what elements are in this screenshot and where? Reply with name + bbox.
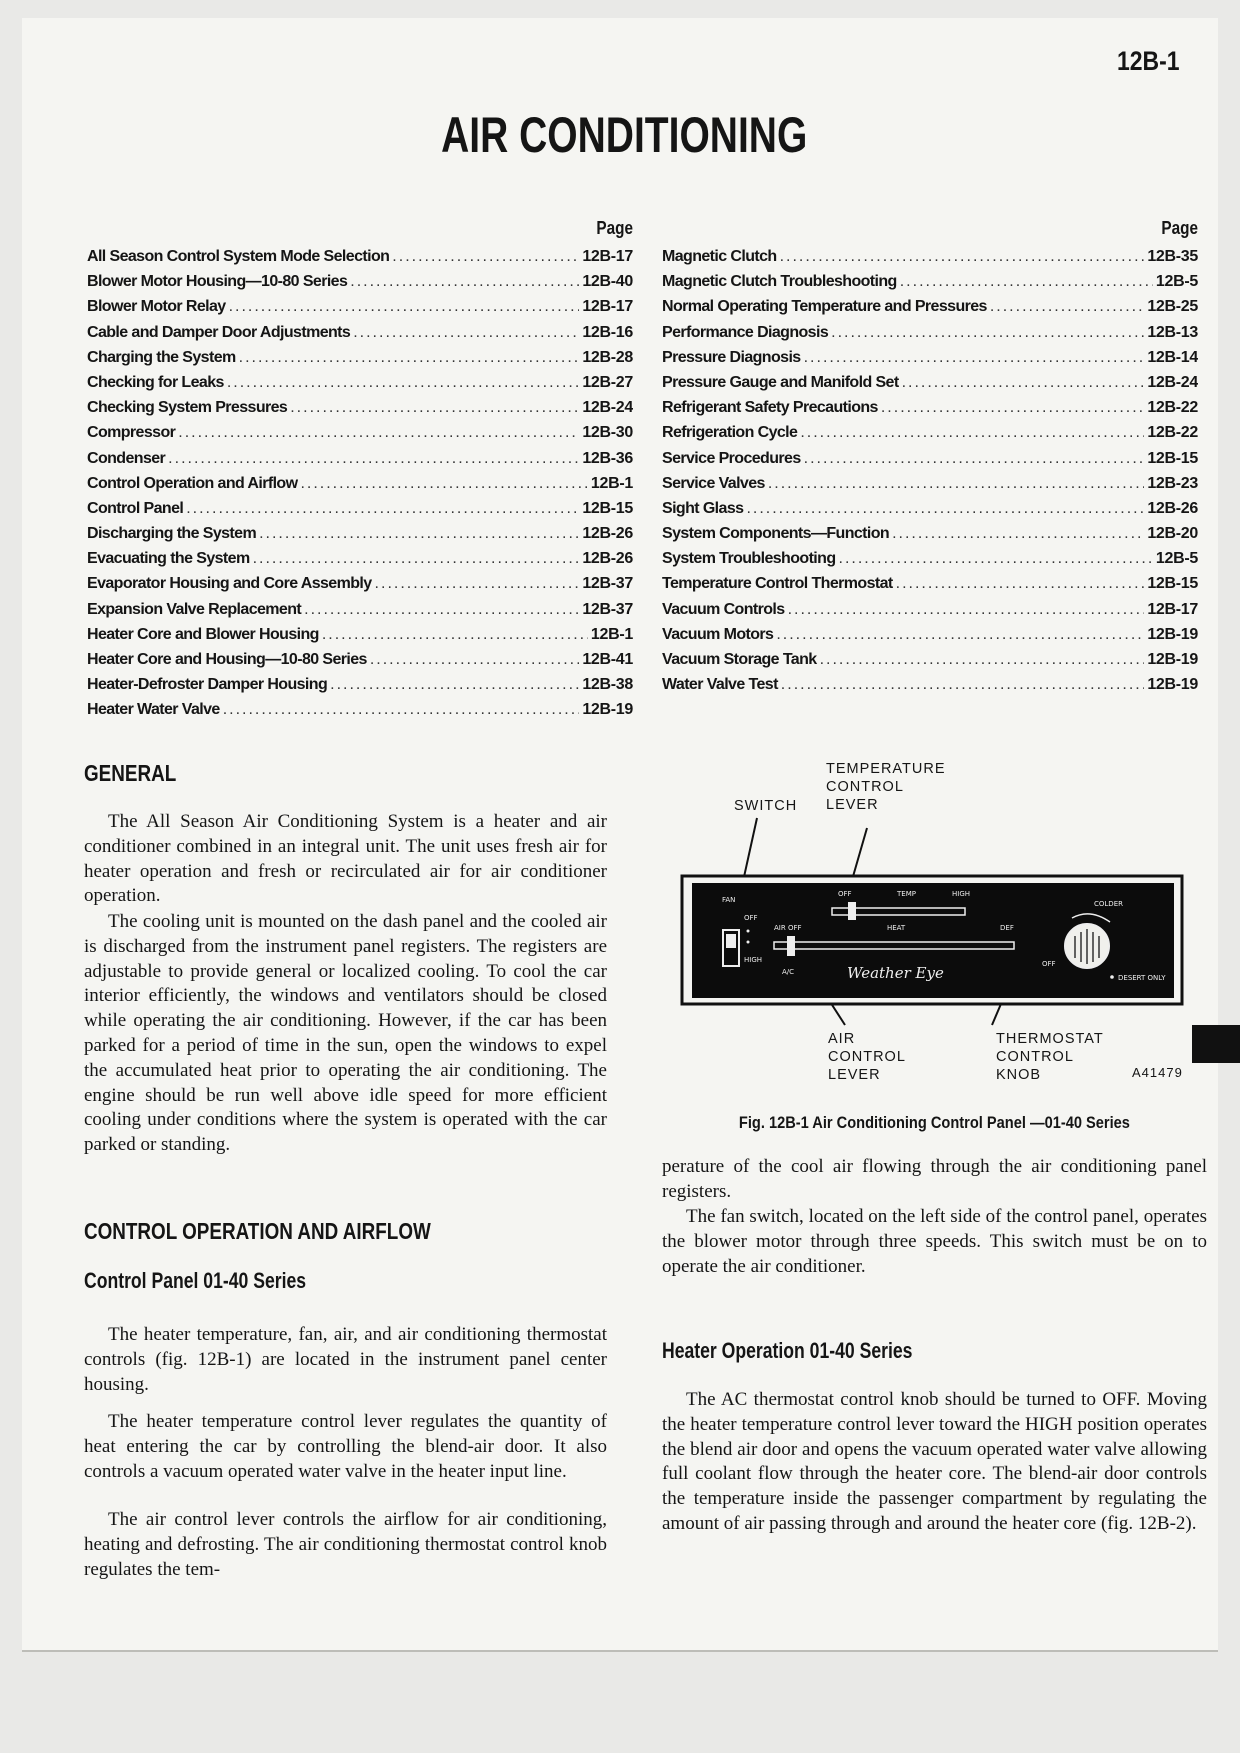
toc-entry-page: 12B-16: [582, 323, 633, 341]
toc-entry-title: Performance Diagnosis: [662, 323, 829, 341]
toc-leader-dots: [800, 424, 1144, 442]
toc-leader-dots: [259, 525, 579, 543]
toc-entry-page: 12B-28: [582, 348, 633, 366]
toc-entry: [87, 399, 633, 424]
toc-entry-title: Magnetic Clutch Troubleshooting: [662, 273, 897, 291]
toc-entry-page: 12B-14: [1147, 348, 1198, 366]
panel-temp-text: TEMP: [897, 890, 916, 898]
toc-entry: [662, 399, 1198, 424]
toc-entry: [662, 374, 1198, 399]
toc-entry-title: All Season Control System Mode Selection: [87, 248, 390, 265]
toc-entry: [662, 475, 1198, 500]
toc-entry: [87, 701, 633, 726]
toc-leader-dots: [746, 500, 1144, 518]
toc-entry-page: 12B-19: [1147, 625, 1198, 643]
control-paragraph-2: The heater temperature control lever regulates the quantity of heat entering the car by controlling the blend-air door. It also controls a vacuum operated water valve in the heater input line.: [84, 1411, 607, 1482]
toc-entry-title: Heater Core and Blower Housing: [87, 625, 319, 643]
panel-air-off-text: AIR OFF: [774, 924, 802, 932]
toc-entry-title: Vacuum Storage Tank: [662, 651, 817, 668]
toc-leader-dots: [820, 651, 1145, 669]
toc-entry-title: Sight Glass: [662, 499, 744, 517]
toc-left-list: [87, 248, 633, 727]
general-heading: GENERAL: [84, 760, 177, 786]
toc-entry-title: Evacuating the System: [87, 550, 250, 568]
toc-leader-dots: [223, 701, 580, 719]
toc-entry-title: Service Procedures: [662, 449, 801, 467]
toc-page-header: Page: [1161, 218, 1198, 238]
toc-entry-title: Heater Core and Housing—10-80 Series: [87, 651, 367, 668]
toc-entry-page: 12B-17: [1147, 600, 1198, 618]
toc-leader-dots: [304, 601, 579, 619]
toc-entry-page: 12B-13: [1147, 323, 1198, 341]
toc-entry-title: Compressor: [87, 424, 176, 442]
toc-entry: [87, 475, 633, 500]
toc-entry-page: 12B-25: [1147, 298, 1198, 316]
toc-leader-dots: [902, 374, 1145, 392]
toc-leader-dots: [186, 500, 579, 518]
toc-entry: [662, 601, 1198, 626]
toc-entry: [662, 248, 1198, 273]
toc-entry-page: 12B-26: [582, 525, 633, 543]
heater-operation-heading: Heater Operation 01-40 Series: [662, 1338, 913, 1363]
toc-leader-dots: [768, 475, 1145, 493]
panel-brand-text: Weather Eye: [847, 964, 944, 982]
toc-entry-title: Evaporator Housing and Core Assembly: [87, 575, 372, 593]
toc-entry-title: System Troubleshooting: [662, 550, 836, 568]
toc-entry: [662, 324, 1198, 349]
fan-switch-knob: [726, 934, 736, 948]
toc-entry: [87, 601, 633, 626]
control-operation-heading: CONTROL OPERATION AND AIRFLOW: [84, 1218, 431, 1244]
page-title: AIR CONDITIONING: [441, 107, 808, 163]
toc-entry: [87, 525, 633, 550]
toc-entry-page: 12B-19: [1147, 651, 1198, 668]
toc-leader-dots: [788, 601, 1145, 619]
label-air-control-lever: AIR CONTROL LEVER: [828, 1031, 906, 1083]
general-paragraph-2: The cooling unit is mounted on the dash panel and the cooled air is discharged from the instrument panel registers. The registers are adjustable to provide general or localized cooling. To cool the car interior efficiently, the windows and ventilators should be closed while operating the air conditioning. However, if the car has been parked for a period of time in the sun, open the windows to expel the accumulated heat prior to operating the air conditioning. The engine should be run well above idle speed for more efficient cooling under conditions where the system is operated with the car parked or standing.: [84, 911, 607, 1156]
panel-off-text: OFF: [744, 914, 758, 922]
toc-entry-title: Condenser: [87, 449, 166, 467]
toc-entry: [662, 651, 1198, 676]
toc-entry-page: 12B-36: [582, 449, 633, 467]
toc-entry: [87, 450, 633, 475]
toc-left-column: [87, 218, 633, 727]
toc-entry: [662, 626, 1198, 651]
toc-entry: [662, 575, 1198, 600]
toc-entry: [87, 424, 633, 449]
panel-temp-high-text: HIGH: [952, 890, 971, 898]
toc-entry-page: 12B-38: [582, 676, 633, 694]
toc-entry: [662, 450, 1198, 475]
toc-entry-title: Refrigerant Safety Precautions: [662, 399, 878, 417]
toc-leader-dots: [290, 399, 579, 417]
label-temperature-control-lever: TEMPERATURE CONTROL LEVER: [826, 761, 946, 813]
air-slider-handle: [787, 936, 795, 956]
toc-entry-title: Service Valves: [662, 474, 765, 492]
toc-entry-title: Heater-Defroster Damper Housing: [87, 676, 328, 694]
toc-entry-page: 12B-26: [582, 550, 633, 568]
toc-entry-page: 12B-40: [582, 273, 633, 291]
toc-entry-title: Discharging the System: [87, 525, 257, 543]
toc-entry-page: 12B-27: [582, 373, 633, 391]
toc-leader-dots: [350, 273, 579, 291]
toc-entry-title: Vacuum Controls: [662, 600, 785, 618]
control-paragraph-3: The air control lever controls the airflow for air conditioning, heating and defrosting. The air conditioning thermostat control knob regulates the tem-: [84, 1509, 607, 1580]
panel-ac-text: A/C: [782, 968, 795, 976]
toc-entry-page: 12B-23: [1147, 474, 1198, 492]
manual-page: [22, 18, 1218, 1652]
toc-leader-dots: [370, 651, 579, 669]
toc-entry-page: 12B-26: [1147, 499, 1198, 517]
toc-leader-dots: [831, 324, 1144, 342]
toc-entry: [87, 575, 633, 600]
control-paragraph-1: The heater temperature, fan, air, and air conditioning thermostat controls (fig. 12B-1) are located in the instrument panel center housing.: [84, 1324, 607, 1395]
toc-entry: [662, 349, 1198, 374]
toc-entry-page: 12B-24: [1147, 373, 1198, 391]
toc-entry: [87, 550, 633, 575]
toc-entry-title: Water Valve Test: [662, 676, 778, 694]
section-edge-tab: [1192, 1025, 1240, 1063]
toc-leader-dots: [892, 525, 1144, 543]
toc-entry-page: 12B-15: [582, 499, 633, 517]
control-panel-subheading: Control Panel 01-40 Series: [84, 1268, 307, 1293]
toc-leader-dots: [168, 450, 579, 468]
label-thermostat-control-knob: THERMOSTAT CONTROL KNOB: [996, 1031, 1104, 1083]
toc-entry-title: Pressure Diagnosis: [662, 348, 801, 366]
toc-leader-dots: [178, 424, 579, 442]
toc-leader-dots: [896, 575, 1145, 593]
toc-right-list: [662, 248, 1198, 701]
toc-leader-dots: [804, 450, 1145, 468]
toc-leader-dots: [322, 626, 588, 644]
figure-id: A41479: [1132, 1065, 1183, 1080]
toc-entry-page: 12B-1: [590, 474, 633, 492]
toc-entry-title: Blower Motor Relay: [87, 298, 226, 316]
toc-entry-page: 12B-17: [582, 298, 633, 316]
toc-leader-dots: [375, 575, 580, 593]
toc-entry-title: Checking System Pressures: [87, 399, 288, 417]
toc-entry-page: 12B-5: [1155, 550, 1198, 568]
toc-leader-dots: [990, 298, 1144, 316]
general-paragraph-1: The All Season Air Conditioning System is a heater and air conditioner combined in an integral unit. The unit uses fresh air for heater operation and fresh or recirculated air for air conditioner operation.: [84, 811, 607, 907]
control-panel-drawing: [662, 768, 1207, 1028]
toc-right-column: [662, 218, 1198, 701]
toc-entry-title: Heater Water Valve: [87, 701, 220, 719]
toc-entry: [87, 676, 633, 701]
toc-entry: [87, 500, 633, 525]
right-paragraph-2: The fan switch, located on the left side of the control panel, operates the blower motor through three speeds. This switch must be on to operate the air conditioner.: [662, 1206, 1207, 1277]
toc-entry: [662, 273, 1198, 298]
toc-entry-page: 12B-22: [1147, 399, 1198, 417]
label-switch: SWITCH: [734, 798, 798, 814]
toc-entry-title: System Components—Function: [662, 525, 890, 543]
toc-entry-title: Control Panel: [87, 499, 184, 517]
toc-entry-page: 12B-1: [590, 625, 633, 643]
toc-entry-page: 12B-37: [582, 600, 633, 618]
toc-entry-page: 12B-30: [582, 424, 633, 442]
toc-entry-page: 12B-35: [1147, 248, 1198, 265]
toc-entry-page: 12B-24: [582, 399, 633, 417]
toc-leader-dots: [227, 374, 580, 392]
toc-entry: [662, 676, 1198, 701]
toc-entry-page: 12B-37: [582, 575, 633, 593]
toc-entry-title: Cable and Damper Door Adjustments: [87, 323, 351, 341]
panel-colder-text: COLDER: [1094, 900, 1123, 908]
panel-def-text: DEF: [1000, 924, 1014, 932]
toc-leader-dots: [776, 626, 1144, 644]
toc-entry-page: 12B-15: [1147, 575, 1198, 593]
temp-slider-handle: [848, 902, 856, 920]
toc-entry-title: Temperature Control Thermostat: [662, 575, 893, 593]
toc-entry-page: 12B-22: [1147, 424, 1198, 442]
toc-leader-dots: [900, 273, 1153, 291]
toc-entry: [87, 273, 633, 298]
panel-knob-off-text: OFF: [1042, 960, 1056, 968]
toc-entry-title: Vacuum Motors: [662, 625, 774, 643]
toc-entry-title: Checking for Leaks: [87, 373, 224, 391]
toc-page-header: Page: [596, 218, 633, 238]
toc-leader-dots: [780, 248, 1145, 266]
toc-entry-title: Expansion Valve Replacement: [87, 600, 302, 618]
toc-entry: [87, 626, 633, 651]
figure-caption: Fig. 12B-1 Air Conditioning Control Panel —01-40 Series: [738, 1113, 1130, 1132]
toc-leader-dots: [330, 676, 579, 694]
toc-leader-dots: [353, 324, 579, 342]
temp-lever-leader-line: [852, 828, 867, 880]
toc-entry-title: Blower Motor Housing—10-80 Series: [87, 273, 348, 291]
toc-entry: [87, 248, 633, 273]
toc-leader-dots: [839, 550, 1153, 568]
toc-entry: [87, 374, 633, 399]
toc-leader-dots: [300, 475, 587, 493]
toc-entry-page: 12B-19: [582, 701, 633, 719]
toc-leader-dots: [253, 550, 580, 568]
right-paragraph-1: perature of the cool air flowing through the air conditioning panel registers.: [662, 1156, 1207, 1202]
toc-entry: [662, 500, 1198, 525]
toc-entry-page: 12B-5: [1155, 273, 1198, 291]
toc-entry: [662, 424, 1198, 449]
toc-entry-title: Control Operation and Airflow: [87, 474, 298, 492]
toc-entry-title: Pressure Gauge and Manifold Set: [662, 373, 899, 391]
toc-entry-page: 12B-17: [582, 248, 633, 265]
toc-entry-title: Charging the System: [87, 348, 236, 366]
toc-entry: [87, 298, 633, 323]
toc-entry-title: Magnetic Clutch: [662, 248, 777, 265]
toc-entry-page: 12B-20: [1147, 525, 1198, 543]
panel-heat-text: HEAT: [887, 924, 906, 932]
panel-desert-text: DESERT ONLY: [1118, 974, 1166, 982]
toc-entry-page: 12B-19: [1147, 676, 1198, 694]
page-number: 12B-1: [1117, 46, 1180, 76]
toc-entry-page: 12B-41: [582, 651, 633, 668]
right-paragraph-3: The AC thermostat control knob should be turned to OFF. Moving the heater temperature control lever toward the HIGH position operates the blend air door and opens the vacuum operated water valve allowing full coolant flow through the heater core. The blend-air door controls the temperature inside the passenger compartment by regulating the amount of air passing through and around the heater core (fig. 12B-2).: [662, 1389, 1207, 1534]
toc-entry: [87, 349, 633, 374]
toc-leader-dots: [229, 298, 580, 316]
toc-leader-dots: [804, 349, 1145, 367]
toc-entry-title: Normal Operating Temperature and Pressures: [662, 298, 987, 316]
toc-entry-page: 12B-15: [1147, 449, 1198, 467]
panel-fan-text: FAN: [722, 896, 736, 904]
panel-high-text: HIGH: [744, 956, 763, 964]
toc-entry: [662, 550, 1198, 575]
control-panel-figure: [662, 761, 1207, 1098]
toc-entry: [662, 298, 1198, 323]
toc-entry: [87, 651, 633, 676]
toc-leader-dots: [239, 349, 580, 367]
toc-leader-dots: [881, 399, 1144, 417]
toc-entry: [87, 324, 633, 349]
toc-entry: [662, 525, 1198, 550]
panel-temp-off-text: OFF: [838, 890, 852, 898]
toc-leader-dots: [392, 248, 579, 266]
toc-leader-dots: [781, 676, 1145, 694]
toc-entry-title: Refrigeration Cycle: [662, 424, 798, 442]
